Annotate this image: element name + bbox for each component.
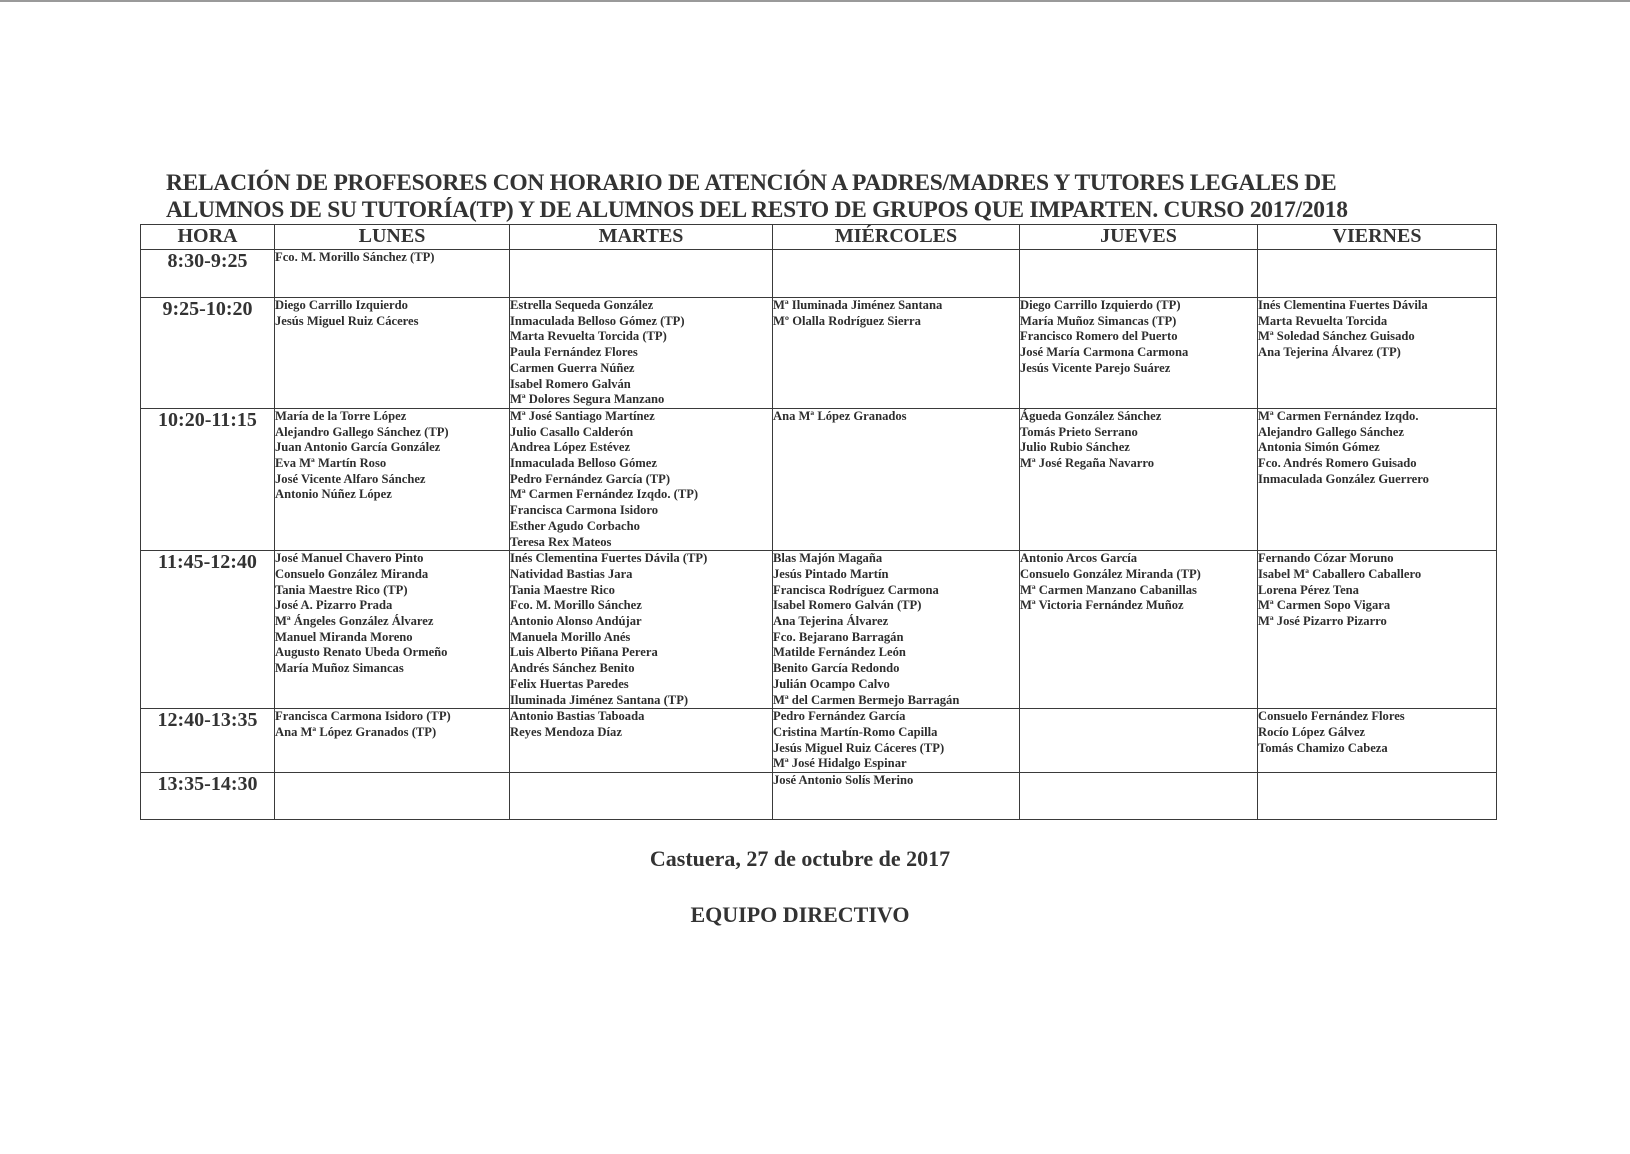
signature: EQUIPO DIRECTIVO xyxy=(690,902,910,927)
cell-lunes xyxy=(275,298,510,409)
header-lunes: LUNES xyxy=(275,225,510,250)
header-miercoles: MIÉRCOLES xyxy=(773,225,1020,250)
teacher-name: Alejandro Gallego Sánchez (TP) xyxy=(275,424,449,439)
table-row xyxy=(141,551,1497,709)
teacher-name: Inmaculada Belloso Gómez (TP) xyxy=(510,313,685,328)
cell-viernes xyxy=(1258,551,1497,709)
teacher-name: Antonio Arcos García xyxy=(1020,551,1138,566)
teacher-name: Antonio Bastias Taboada xyxy=(510,709,645,724)
teacher-name: Rocío López Gálvez xyxy=(1258,724,1366,739)
teacher-name: Isabel Romero Galván (TP) xyxy=(773,598,922,613)
teacher-name: Fco. Andrés Romero Guisado xyxy=(1258,456,1417,471)
teacher-name: Mª del Carmen Bermejo Barragán xyxy=(773,692,960,707)
cell-lunes xyxy=(275,773,510,820)
teacher-name: Natividad Bastias Jara xyxy=(510,566,633,581)
teacher-name: Mª José Pizarro Pizarro xyxy=(1258,614,1387,629)
header-martes: MARTES xyxy=(510,225,773,250)
time-slot: 12:40-13:35 xyxy=(141,709,275,773)
teacher-name: Águeda González Sánchez xyxy=(1020,408,1162,423)
teacher-name: José Vicente Alfaro Sánchez xyxy=(275,471,426,486)
teacher-name: Mª José Hidalgo Espinar xyxy=(773,756,907,771)
cell-miercoles xyxy=(773,298,1020,409)
teacher-name: Fco. Bejarano Barragán xyxy=(773,629,904,644)
teacher-name: Mª Dolores Segura Manzano xyxy=(510,392,665,407)
teacher-name: Francisco Romero del Puerto xyxy=(1020,329,1178,344)
cell-martes xyxy=(510,298,773,409)
teacher-name: Jesús Miguel Ruiz Cáceres xyxy=(275,313,419,328)
cell-martes xyxy=(510,709,773,773)
teacher-name: Mª Victoria Fernández Muñoz xyxy=(1020,598,1184,613)
time-slot: 10:20-11:15 xyxy=(141,408,275,550)
cell-martes xyxy=(510,408,773,550)
table-row xyxy=(141,773,1497,820)
teacher-name: Francisca Rodríguez Carmona xyxy=(773,582,939,597)
teacher-name: Fernando Cózar Moruno xyxy=(1258,551,1394,566)
teacher-name: Julio Casallo Calderón xyxy=(510,424,634,439)
teacher-name: Esther Agudo Corbacho xyxy=(510,518,640,533)
teacher-name: Tania Maestre Rico (TP) xyxy=(275,582,408,597)
teacher-name: Marta Revuelta Torcida (TP) xyxy=(510,329,667,344)
teacher-name: Mª Ángeles González Álvarez xyxy=(275,614,434,629)
teacher-name: Tomás Chamizo Cabeza xyxy=(1258,740,1388,755)
teacher-name: Julio Rubio Sánchez xyxy=(1020,440,1130,455)
teacher-name: Carmen Guerra Núñez xyxy=(510,360,635,375)
teacher-name: Mº Olalla Rodríguez Sierra xyxy=(773,313,921,328)
teacher-name: Inmaculada Belloso Gómez xyxy=(510,456,657,471)
teacher-name: Estrella Sequeda González xyxy=(510,298,654,312)
teacher-name: Fco. M. Morillo Sánchez (TP) xyxy=(275,250,435,264)
time-slot: 8:30-9:25 xyxy=(141,250,275,298)
teacher-name: Luis Alberto Piñana Perera xyxy=(510,645,658,660)
teacher-name: Mª Carmen Manzano Cabanillas xyxy=(1020,582,1197,597)
teacher-name: María de la Torre López xyxy=(275,408,407,423)
header-jueves: JUEVES xyxy=(1020,225,1258,250)
cell-miercoles xyxy=(773,773,1020,820)
teacher-name: Mª Iluminada Jiménez Santana xyxy=(773,298,943,312)
teacher-name: Julián Ocampo Calvo xyxy=(773,676,890,691)
teacher-name: Marta Revuelta Torcida xyxy=(1258,313,1388,328)
teacher-name: Augusto Renato Ubeda Ormeño xyxy=(275,645,448,660)
teacher-name: Consuelo González Miranda (TP) xyxy=(1020,566,1201,581)
teacher-name: María Muñoz Simancas xyxy=(275,661,404,676)
teacher-name: Diego Carrillo Izquierdo xyxy=(275,298,408,312)
teacher-name: Mª Carmen Fernández Izqdo. (TP) xyxy=(510,487,699,502)
teacher-name: Mª Carmen Sopo Vigara xyxy=(1258,598,1391,613)
teacher-name: Francisca Carmona Isidoro xyxy=(510,503,659,518)
teacher-name: Inés Clementina Fuertes Dávila xyxy=(1258,298,1428,312)
cell-martes xyxy=(510,551,773,709)
teacher-name: Consuelo González Miranda xyxy=(275,566,429,581)
cell-miercoles xyxy=(773,250,1020,298)
time-slot: 11:45-12:40 xyxy=(141,551,275,709)
teacher-name: Ana Tejerina Álvarez xyxy=(773,614,889,629)
teacher-name: Fco. M. Morillo Sánchez xyxy=(510,598,642,613)
teacher-name: Reyes Mendoza Díaz xyxy=(510,724,622,739)
cell-viernes xyxy=(1258,773,1497,820)
teacher-name: Andrés Sánchez Benito xyxy=(510,661,635,676)
teacher-name: Inmaculada González Guerrero xyxy=(1258,471,1429,486)
cell-lunes xyxy=(275,250,510,298)
teacher-name: Tomás Prieto Serrano xyxy=(1020,424,1138,439)
cell-lunes xyxy=(275,551,510,709)
cell-martes xyxy=(510,250,773,298)
teacher-name: Antonio Núñez López xyxy=(275,487,392,502)
page-top-edge xyxy=(0,0,1630,2)
teacher-name: José María Carmona Carmona xyxy=(1020,345,1189,360)
teacher-name: Benito García Redondo xyxy=(773,661,900,676)
teacher-name: Paula Fernández Flores xyxy=(510,345,638,360)
cell-lunes xyxy=(275,709,510,773)
cell-viernes xyxy=(1258,298,1497,409)
teacher-name: Mª Soledad Sánchez Guisado xyxy=(1258,329,1415,344)
table-row xyxy=(141,408,1497,550)
teacher-name: Antonia Simón Gómez xyxy=(1258,440,1380,455)
teacher-name: Inés Clementina Fuertes Dávila (TP) xyxy=(510,551,708,566)
teacher-name: Mª José Santiago Martínez xyxy=(510,408,655,423)
teacher-name: José Manuel Chavero Pinto xyxy=(275,551,424,566)
teacher-name: Pedro Fernández García xyxy=(773,709,906,724)
schedule-table xyxy=(140,224,1497,820)
teacher-name: Ana Mª López Granados xyxy=(773,408,907,423)
teacher-name: Mª Carmen Fernández Izqdo. xyxy=(1258,408,1419,423)
teacher-name: Teresa Rex Mateos xyxy=(510,534,612,549)
cell-miercoles xyxy=(773,551,1020,709)
teacher-name: Felix Huertas Paredes xyxy=(510,676,629,691)
document-title xyxy=(166,170,1526,224)
title-line-1: RELACIÓN DE PROFESORES CON HORARIO DE ATENCIÓN A PADRES/MADRES Y TUTORES LEGALES DE xyxy=(166,170,1337,196)
cell-viernes xyxy=(1258,709,1497,773)
teacher-name: Cristina Martín-Romo Capilla xyxy=(773,724,938,739)
teacher-name: Blas Majón Magaña xyxy=(773,551,883,566)
cell-miercoles xyxy=(773,408,1020,550)
teacher-name: Manuela Morillo Anés xyxy=(510,629,631,644)
cell-jueves xyxy=(1020,773,1258,820)
table-row xyxy=(141,709,1497,773)
teacher-name: José Antonio Solís Merino xyxy=(773,773,914,788)
teacher-name: José A. Pizarro Prada xyxy=(275,598,393,613)
cell-jueves xyxy=(1020,250,1258,298)
teacher-name: Pedro Fernández García (TP) xyxy=(510,471,671,486)
teacher-name: Eva Mª Martín Roso xyxy=(275,456,387,471)
cell-jueves xyxy=(1020,298,1258,409)
header-hora: HORA xyxy=(141,225,275,250)
table-row xyxy=(141,298,1497,409)
cell-viernes xyxy=(1258,408,1497,550)
teacher-name: Iluminada Jiménez Santana (TP) xyxy=(510,692,689,707)
title-line-2: ALUMNOS DE SU TUTORÍA(TP) Y DE ALUMNOS DEL RESTO DE GRUPOS QUE IMPARTEN. CURSO 2017/2018 xyxy=(166,197,1348,223)
teacher-name: Jesús Vicente Parejo Suárez xyxy=(1020,360,1171,375)
teacher-name: Alejandro Gallego Sánchez xyxy=(1258,424,1404,439)
teacher-name: Andrea López Estévez xyxy=(510,440,631,455)
teacher-name: Manuel Miranda Moreno xyxy=(275,629,413,644)
teacher-name: Consuelo Fernández Flores xyxy=(1258,709,1405,724)
teacher-name: Antonio Alonso Andújar xyxy=(510,614,642,629)
cell-viernes xyxy=(1258,250,1497,298)
cell-lunes xyxy=(275,408,510,550)
teacher-name: Jesús Pintado Martín xyxy=(773,566,889,581)
place-date: Castuera, 27 de octubre de 2017 xyxy=(649,846,951,871)
teacher-name: Jesús Miguel Ruiz Cáceres (TP) xyxy=(773,740,945,755)
teacher-name: Matilde Fernández León xyxy=(773,645,906,660)
teacher-name: Mª José Regaña Navarro xyxy=(1020,456,1155,471)
time-slot: 13:35-14:30 xyxy=(141,773,275,820)
teacher-name: Diego Carrillo Izquierdo (TP) xyxy=(1020,298,1181,312)
teacher-name: Ana Mª López Granados (TP) xyxy=(275,724,437,739)
teacher-name: Juan Antonio García González xyxy=(275,440,441,455)
table-row xyxy=(141,250,1497,298)
cell-miercoles xyxy=(773,709,1020,773)
teacher-name: Isabel Mª Caballero Caballero xyxy=(1258,566,1422,581)
cell-jueves xyxy=(1020,408,1258,550)
time-slot: 9:25-10:20 xyxy=(141,298,275,409)
teacher-name: Tania Maestre Rico xyxy=(510,582,615,597)
teacher-name: María Muñoz Simancas (TP) xyxy=(1020,313,1177,328)
cell-jueves xyxy=(1020,551,1258,709)
cell-jueves xyxy=(1020,709,1258,773)
teacher-name: Francisca Carmona Isidoro (TP) xyxy=(275,709,451,724)
teacher-name: Lorena Pérez Tena xyxy=(1258,582,1359,597)
header-row xyxy=(141,225,1497,250)
cell-martes xyxy=(510,773,773,820)
schedule-body xyxy=(141,250,1497,820)
teacher-name: Ana Tejerina Álvarez (TP) xyxy=(1258,345,1401,360)
teacher-name: Isabel Romero Galván xyxy=(510,376,631,391)
header-viernes: VIERNES xyxy=(1258,225,1497,250)
